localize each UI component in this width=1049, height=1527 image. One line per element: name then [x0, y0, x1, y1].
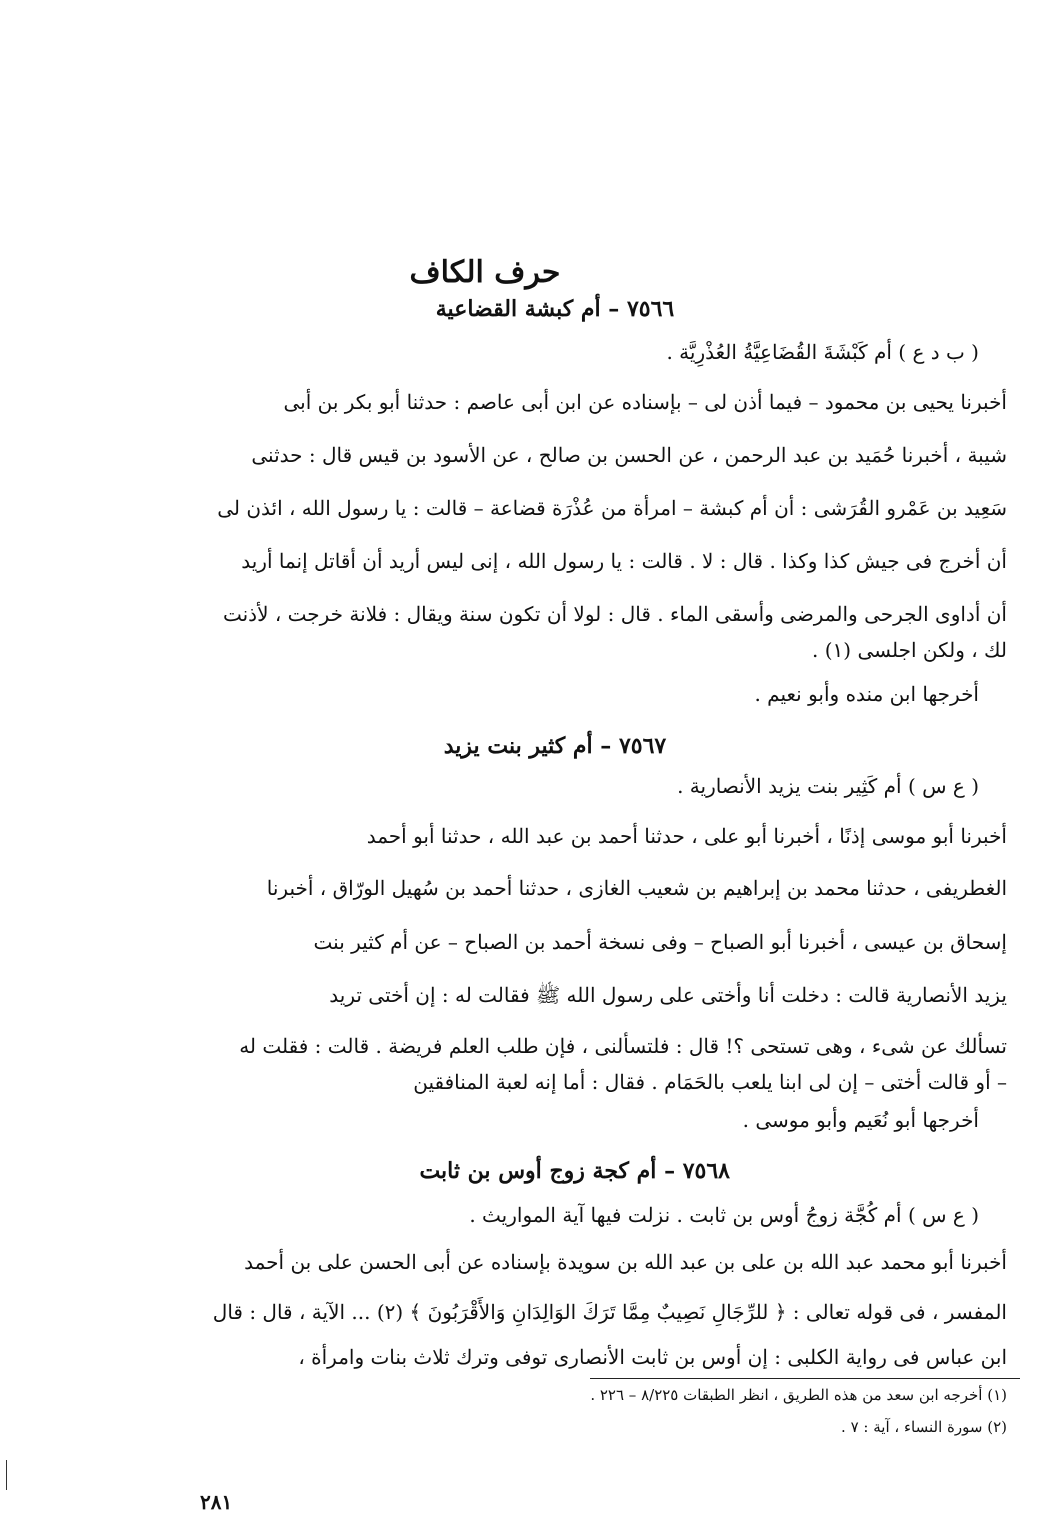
- page-number: ٢٨١: [200, 1490, 233, 1514]
- footnote-divider: [590, 1378, 1020, 1379]
- paragraph-line: تسألك عن شىء ، وهى تستحى ؟! قال : فلتسألنى ، فإن طلب العلم فريضة . قالت : فقلت له: [239, 1034, 1007, 1058]
- paragraph-line: الغطريفى ، حدثنا محمد بن إبراهيم بن شعيب الغازى ، حدثنا أحمد بن سُهيل الورّاق ، أخبرنا: [266, 876, 1007, 900]
- paragraph-line: ابن عباس فى رواية الكلبى : إن أوس بن ثابت الأنصارى توفى وترك ثلاث بنات وامرأة ،: [298, 1345, 1007, 1369]
- paragraph-line: – أو قالت أختى – إن لى ابنا يلعب بالحَمَام . فقال : أما إنه لعبة المنافقين: [413, 1070, 1007, 1094]
- paragraph-line: المفسر ، فى قوله تعالى : ﴿ للرِّجَالِ نَصِيبٌ مِمَّا تَرَكَ الوَالِدَانِ وَالأَقْرَبُونَ ﴾ (٢) ... الآية ، قال : قال: [212, 1300, 1007, 1324]
- paragraph-line: أن أخرج فى جيش كذا وكذا . قال : لا . قالت : يا رسول الله ، إنى ليس أريد أن أقاتل إنما أريد: [241, 549, 1007, 573]
- entry-source-line: ( ب د ع ) أم كَبْشَةَ القُضَاعِيَّةُ العُذْرِيَّة .: [666, 340, 979, 364]
- entry-title: ٧٥٦٨ – أم كجة زوج أوس بن ثابت: [419, 1158, 730, 1184]
- entry-attribution: أخرجها ابن منده وأبو نعيم .: [754, 682, 979, 706]
- entry-source-line: ( ع س ) أم كُجَّة زوجُ أوس بن ثابت . نزلت فيها آية المواريث .: [469, 1203, 979, 1227]
- paragraph-line: إسحاق بن عيسى ، أخبرنا أبو الصباح – وفى نسخة أحمد بن الصباح – عن أم كثير بنت: [313, 930, 1007, 954]
- paragraph-line: يزيد الأنصارية قالت : دخلت أنا وأختى على رسول الله ﷺ فقالت له : إن أختى تريد: [329, 983, 1007, 1007]
- paragraph-line: أن أداوى الجرحى والمرضى وأسقى الماء . قال : لولا أن تكون سنة ويقال : فلانة خرجت ، لأذنت: [222, 602, 1007, 626]
- chapter-title: حرف الكاف: [409, 255, 561, 290]
- scan-edge-mark: [6, 1460, 7, 1490]
- footnote: (١) أخرجه ابن سعد من هذه الطريق ، انظر الطبقات ٨/٢٢٥ – ٢٢٦ .: [590, 1386, 1007, 1404]
- paragraph-line: شيبة ، أخبرنا حُمَيد بن عبد الرحمن ، عن الحسن بن صالح ، عن الأسود بن قيس قال : حدثنى: [251, 443, 1007, 467]
- paragraph-line: سَعِيد بن عَمْرو القُرَشى : أن أم كبشة – امرأة من عُذْرَة قضاعة – قالت : يا رسول الله ، ائذن لى: [217, 496, 1007, 520]
- paragraph-line: أخبرنا أبو موسى إذنًا ، أخبرنا أبو على ، حدثنا أحمد بن عبد الله ، حدثنا أبو أحمد: [366, 824, 1007, 848]
- footnote: (٢) سورة النساء ، آية : ٧ .: [841, 1418, 1007, 1436]
- paragraph-line: لك ، ولكن اجلسى (١) .: [812, 638, 1007, 662]
- entry-title: ٧٥٦٧ – أم كثير بنت يزيد: [443, 733, 667, 759]
- entry-attribution: أخرجها أبو نُعَيم وأبو موسى .: [742, 1108, 979, 1132]
- paragraph-line: أخبرنا أبو محمد عبد الله بن على بن عبد الله بن سويدة بإسناده عن أبى الحسن على بن أحمد: [244, 1250, 1007, 1274]
- paragraph-line: أخبرنا يحيى بن محمود – فيما أذن لى – بإسناده عن ابن أبى عاصم : حدثنا أبو بكر بن أبى: [283, 390, 1007, 414]
- entry-title: ٧٥٦٦ – أم كبشة القضاعية: [435, 296, 675, 322]
- entry-source-line: ( ع س ) أم كَثِير بنت يزيد الأنصارية .: [677, 774, 979, 798]
